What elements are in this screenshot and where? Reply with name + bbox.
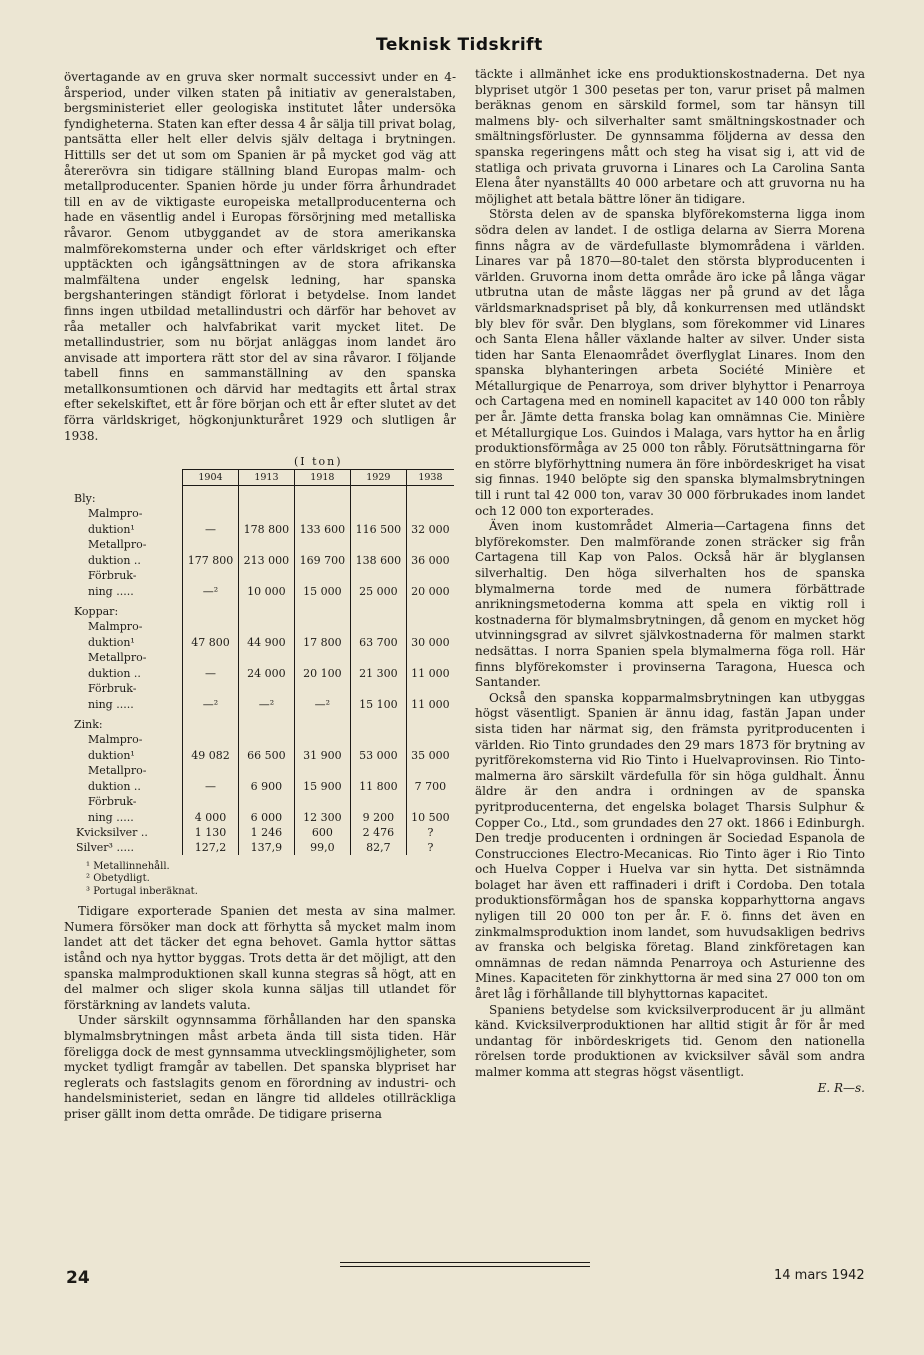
- left-column: [64, 70, 456, 1123]
- table-row: [64, 809, 454, 825]
- table-value: 178 800: [238, 521, 294, 537]
- table-value: 49 082: [183, 747, 239, 763]
- table-cell: [406, 599, 454, 619]
- table-row: [64, 583, 454, 599]
- table-value: 10 000: [238, 583, 294, 599]
- table-value: 82,7: [350, 840, 406, 855]
- table-value: 53 000: [350, 747, 406, 763]
- table-value: 9 200: [350, 809, 406, 825]
- right-paragraph-2: Största delen av de spanska blyförekomsterna ligga inom södra delen av landet. I de ostliga delarna av Sierra Morena finns några av de värdefullaste blymområdena i världen. Linares var på 1870—80-talet den största blyproducenten i världen. Gruvorna inom detta område äro icke på långa vägar utbrutna utan de måste läggas ner på grund av det låga världsmarknadspriset på bly, då konkurrensen med utländskt bly blev för svår. Den blyglans, som förekommer vid Linares och Santa Elena håller växlande halter av silver. Under sista tiden har Santa Elenaområdet överflyglat Linares. Inom den spanska blyhanteringen arbeta Société Minière et Métallurgique de Penarroya, som driver blyhyttor i Penarroya och Cartagena med en nominell kapacitet av 140 000 ton råbly per år. Jämte detta franska bolag kan omnämnas Cie. Minière et Métallurgique Los. Guindos i Malaga, vars hyttor ha en årlig produktionsförmåga av 25 000 ton råbly. Förutsättningarna för en större blyförhyttning numera än före inbördeskriget ha visat sig finnas. 1940 belöpte sig den spanska blymalmsbrytningen till i runt tal 42 000 ton, varav 30 000 förbrukades inom landet och 12 000 ton exporterades.: [475, 207, 865, 518]
- table-cell: [406, 732, 454, 747]
- right-paragraph-4: Också den spanska kopparmalmsbrytningen kan utbyggas högst väsentligt. Spanien är ännu idag, fastän Japan under sista tiden har närmat sig, den främsta pyritproducenten i världen. Rio Tinto grundades den 29 mars 1873 för brytning av pyritförekomsterna vid Rio Tinto i Huelvaprovinsen. Rio Tinto-malmerna äro särskilt värdefulla för sin höga guldhalt. Ännu äldre är den andra i ordningen av de spanska pyritproducenterna, det engelska bolaget Tharsis Sulphur & Copper Co., Ltd., som grundades den 27 okt. 1866 i Edinburgh. Den tredje producenten i ordningen är Sociedad Espanola de Construcciones Electro-Mecanicas. Rio Tinto äger i Rio Tinto och Huelva Copper i Huelva var sin hytta. Det sistnämnda bolaget har även ett raffinaderi i drift i Cordoba. Den totala produktionsförmågan hos de spanska kopparhyttorna angavs nyligen till 20 000 ton per år. F. ö. finns det även en zinkmalmsproduktion inom landet, som huvudsakligen bedrivs av franska och belgiska företag. Bland zinkföretagen kan omnämnas de redan nämnda Penarroya och Asturienne des Mines. Kapaciteten för zinkhyttorna är med sina 27 000 ton om året låg i förhållande till blyhyttornas kapacitet.: [475, 690, 865, 1002]
- table-row: [64, 825, 454, 840]
- table-cell: [406, 568, 454, 583]
- table-value: 20 100: [294, 665, 350, 681]
- table-cell: [294, 794, 350, 809]
- table-year-header: 1913: [238, 470, 294, 486]
- table-row-label-top: [64, 537, 454, 552]
- table-row-label: ning .....: [88, 697, 134, 711]
- table-cell: [294, 506, 350, 521]
- table-row: [64, 778, 454, 794]
- table-value: 11 000: [406, 665, 454, 681]
- table-value: 25 000: [350, 583, 406, 599]
- table-cell: [183, 681, 239, 696]
- table-row-label: ning .....: [88, 584, 134, 598]
- table-value: ?: [406, 840, 454, 855]
- table-row-label: duktion¹: [88, 748, 135, 762]
- left-paragraph-1: övertagande av en gruva sker normalt successivt under en 4-årsperiod, under vilken staten på initiativ av generalstaben, bergsministeriet eller geologiska institutet låter undersöka fyndigheterna. Staten kan efter dessa 4 år sälja till privat bolag, pantsätta eller helt eller delvis själv deltaga i brytningen. Hittills ser det ut som om Spanien är på mycket god väg att återerövra sin tidigare ställning bland Europas malm- och metallproducenter. Spanien hörde ju under förra århundradet till en av de viktigaste europeiska metallproducenterna och hade en väsentlig andel i Europas försörjning med metalliska råvaror. Genom utbyggandet av de stora amerikanska malmförekomsterna under och efter världskriget och efter upptäckten och igångsättningen av de stora afrikanska malmfältena under engelsk ledning, har spanska bergshanteringen ständigt förlorat i betydelse. Inom landet finns ingen utbildad metallindustri och därför har behovet av råa metaller och halvfabrikat varit mycket litet. De metallindustrier, som nu börjat anläggas inom landet äro anvisade att importera rätt stor del av sina råvaror. I följande tabell finns en sammanställning av den spanska metallkonsumtionen och därvid har medtagits ett årtal strax efter sekelskiftet, ett år före början och ett år efter slutet av det förra världskriget, högkonjunkturåret 1929 och slutligen år 1938.: [64, 70, 456, 443]
- table-cell: [350, 794, 406, 809]
- table-value: 15 000: [294, 583, 350, 599]
- table-value: 177 800: [183, 552, 239, 568]
- table-cell: [350, 599, 406, 619]
- table-cell: [406, 537, 454, 552]
- table-value: —²: [183, 696, 239, 712]
- table-cell: [238, 537, 294, 552]
- table-year-row: [64, 470, 454, 486]
- table-cell: [183, 599, 239, 619]
- table-value: —: [183, 778, 239, 794]
- table-cell: [294, 537, 350, 552]
- table-row-label: duktion ..: [88, 666, 141, 680]
- table-value: 12 300: [294, 809, 350, 825]
- table-cell: [238, 681, 294, 696]
- table-row-label-top: [64, 681, 454, 696]
- metal-consumption-table: [64, 454, 454, 855]
- table-cell: [406, 681, 454, 696]
- table-cell: [350, 568, 406, 583]
- table-footnotes: [64, 861, 456, 899]
- table-cell: [238, 506, 294, 521]
- table-cell: [406, 712, 454, 732]
- table-cell: [294, 681, 350, 696]
- right-paragraph-5: Spaniens betydelse som kvicksilverproducent är ju allmänt känd. Kvicksilverproduktionen har alltid stigit år för år med undantag för inbördeskrigets tid. Genom den nationella rörelsen torde produktionen av kvicksilver såväl som andra malmer komma att stegras högst väsentligt.: [475, 1002, 865, 1079]
- table-cell: [294, 763, 350, 778]
- table-cell: [238, 568, 294, 583]
- table-row: [64, 634, 454, 650]
- table-cell: [238, 794, 294, 809]
- table-value: 20 000: [406, 583, 454, 599]
- masthead: Teknisk Tidskrift: [376, 35, 543, 55]
- table-group-row: [64, 712, 454, 732]
- table-row-label: duktion ..: [88, 779, 141, 793]
- table-value: 133 600: [294, 521, 350, 537]
- table-row-label-top: [64, 732, 454, 747]
- table-row: [64, 552, 454, 568]
- table-value: 24 000: [238, 665, 294, 681]
- metal-consumption-table-wrap: [64, 454, 456, 898]
- right-paragraph-3: Även inom kustområdet Almeria—Cartagena finns det blyförekomster. Den malmförande zonen sträcker sig från Cartagena till Kap von Palos. Också här är blyglansen silverhaltig. Den höga silverhalten hos de spanska blymalmerna torde med de numera förbättrade anrikningsmetoderna komma att spela en viktig roll i kostnaderna för blymalmsbrytningen, då genom en mycket hög utvinningsgrad av silvret självkostnaderna för malmen starkt nedsättas. I norra Spanien spela blymalmerna föga roll. Här finns blyförekomster i provinserna Taragona, Huesca och Santander.: [475, 519, 865, 690]
- table-value: 21 300: [350, 665, 406, 681]
- table-cell: [350, 537, 406, 552]
- right-paragraph-1: täckte i allmänhet icke ens produktionskostnaderna. Det nya blypriset utgör 1 300 pesetas per ton, varur priset på malmen beräknas genom en särskild formel, som tar hänsyn till malmens bly- och silverhalter samt smältningskostnader och smältningsförluster. De gynnsamma följderna av dessa den spanska regeringens mått och steg ha visat sig i, att vid de statliga och privata gruvorna i Linares och La Carolina Santa Elena åter nyanställts 40 000 arbetare och att gruvorna nu ha möjlighet att betala bättre löner än tidigare.: [475, 67, 865, 206]
- table-row-label: duktion¹: [88, 522, 135, 536]
- table-cell: [238, 650, 294, 665]
- table-value: 1 130: [183, 825, 239, 840]
- table-row-label: Kvicksilver ..: [76, 825, 148, 839]
- table-row-label: Malmpro-: [88, 506, 143, 520]
- table-footnote: ¹ Metallinnehåll.: [86, 860, 170, 872]
- table-value: 31 900: [294, 747, 350, 763]
- table-value: 32 000: [406, 521, 454, 537]
- table-cell: [238, 712, 294, 732]
- table-row-label-top: [64, 506, 454, 521]
- table-row-label: Förbruk-: [88, 794, 137, 808]
- left-paragraph-3: Under särskilt ogynnsamma förhållanden har den spanska blymalmsbrytningen måst arbeta ända till sista tiden. Här föreligga dock de mest gynnsamma utvecklingsmöjligheter, som mycket tydligt framgår av tabellen. Det spanska blypriset har reglerats och fastslagits genom en förordning av industri- och handelsministeriet, sedan en längre tid alldeles otillräckliga priser gällt inom detta område. De tidigare priserna: [64, 1013, 456, 1121]
- table-row-label: duktion ..: [88, 553, 141, 567]
- table-value: 6 000: [238, 809, 294, 825]
- table-row-label-top: [64, 794, 454, 809]
- table-cell: [183, 763, 239, 778]
- table-cell: [294, 486, 350, 506]
- table-year-header: 1938: [406, 470, 454, 486]
- table-group-label: Bly:: [74, 491, 96, 505]
- table-cell: [294, 712, 350, 732]
- table-cell: [183, 650, 239, 665]
- table-value: 600: [294, 825, 350, 840]
- table-value: 99,0: [294, 840, 350, 855]
- table-cell: [183, 619, 239, 634]
- table-cell: [238, 763, 294, 778]
- table-cell: [350, 619, 406, 634]
- table-cell: [294, 732, 350, 747]
- table-value: 2 476: [350, 825, 406, 840]
- table-value: 10 500: [406, 809, 454, 825]
- table-row: [64, 840, 454, 855]
- table-row-label: Metallpro-: [88, 537, 147, 551]
- table-value: 44 900: [238, 634, 294, 650]
- table-cell: [183, 568, 239, 583]
- table-value: 127,2: [183, 840, 239, 855]
- table-row-label-top: [64, 650, 454, 665]
- table-value: —²: [238, 696, 294, 712]
- table-row: [64, 696, 454, 712]
- issue-date: 14 mars 1942: [774, 1268, 865, 1283]
- page-number: 24: [66, 1268, 90, 1288]
- table-cell: [406, 763, 454, 778]
- table-value: 169 700: [294, 552, 350, 568]
- table-footnote: ³ Portugal inberäknat.: [86, 885, 198, 897]
- table-cell: [183, 732, 239, 747]
- table-value: 11 800: [350, 778, 406, 794]
- table-row-label: Metallpro-: [88, 650, 147, 664]
- table-group-row: [64, 486, 454, 506]
- table-cell: [406, 794, 454, 809]
- table-value: 4 000: [183, 809, 239, 825]
- table-row: [64, 747, 454, 763]
- table-group-label: Zink:: [74, 717, 103, 731]
- table-cell: [350, 732, 406, 747]
- table-cell: [406, 650, 454, 665]
- table-cell: [238, 619, 294, 634]
- table-value: 66 500: [238, 747, 294, 763]
- table-value: 213 000: [238, 552, 294, 568]
- table-value: 6 900: [238, 778, 294, 794]
- table-cell: [183, 712, 239, 732]
- table-cell: [406, 506, 454, 521]
- table-value: 1 246: [238, 825, 294, 840]
- table-cell: [183, 486, 239, 506]
- table-cell: [406, 619, 454, 634]
- table-group-label: Koppar:: [74, 604, 119, 618]
- author-signature: E. R—s.: [817, 1080, 865, 1095]
- table-value: ?: [406, 825, 454, 840]
- table-cell: [350, 763, 406, 778]
- table-row-label: Förbruk-: [88, 681, 137, 695]
- table-year-header: 1918: [294, 470, 350, 486]
- table-cell: [350, 681, 406, 696]
- table-row-label: Malmpro-: [88, 619, 143, 633]
- table-row-label: Silver³ .....: [76, 840, 134, 854]
- table-value: 116 500: [350, 521, 406, 537]
- table-value: 138 600: [350, 552, 406, 568]
- table-value: 35 000: [406, 747, 454, 763]
- table-value: 15 900: [294, 778, 350, 794]
- table-value: —: [183, 665, 239, 681]
- table-row-label-top: [64, 619, 454, 634]
- table-row: [64, 521, 454, 537]
- table-cell: [183, 537, 239, 552]
- table-value: 15 100: [350, 696, 406, 712]
- table-cell: [350, 486, 406, 506]
- table-row: [64, 665, 454, 681]
- table-value: 30 000: [406, 634, 454, 650]
- table-year-header: 1904: [183, 470, 239, 486]
- table-unit: (I ton): [183, 454, 455, 470]
- table-cell: [350, 712, 406, 732]
- table-year-header: 1929: [350, 470, 406, 486]
- table-cell: [238, 732, 294, 747]
- table-value: —: [183, 521, 239, 537]
- table-footnote: ² Obetydligt.: [86, 873, 150, 885]
- table-cell: [294, 650, 350, 665]
- table-row-label-top: [64, 763, 454, 778]
- table-value: 7 700: [406, 778, 454, 794]
- table-value: —²: [294, 696, 350, 712]
- table-value: 36 000: [406, 552, 454, 568]
- table-cell: [350, 506, 406, 521]
- table-row-label: Förbruk-: [88, 568, 137, 582]
- table-cell: [350, 650, 406, 665]
- table-cell: [294, 599, 350, 619]
- table-cell: [183, 506, 239, 521]
- table-cell: [238, 486, 294, 506]
- table-cell: [406, 486, 454, 506]
- table-value: 17 800: [294, 634, 350, 650]
- table-value: 137,9: [238, 840, 294, 855]
- table-value: 63 700: [350, 634, 406, 650]
- right-column: [475, 67, 865, 1096]
- table-row-label: Malmpro-: [88, 732, 143, 746]
- left-paragraph-2: Tidigare exporterade Spanien det mesta av sina malmer. Numera försöker man dock att förhytta så mycket malm inom landet att det täcker det egna behovet. Gamla hyttor sättas istånd och nya hyttor byggas. Trots detta är det möjligt, att den spanska malmproduktionen skall kunna stegras så högt, att en del malmer och sliger skola kunna säljas till utlandet för förstärkning av landets valuta.: [64, 904, 456, 1012]
- table-value: 11 000: [406, 696, 454, 712]
- footer-rule-top: [340, 1262, 590, 1263]
- table-row-label: ning .....: [88, 810, 134, 824]
- table-row-label-top: [64, 568, 454, 583]
- table-cell: [238, 599, 294, 619]
- table-cell: [294, 619, 350, 634]
- table-cell: [294, 568, 350, 583]
- table-row-label: duktion¹: [88, 635, 135, 649]
- footer-rule-bottom: [340, 1266, 590, 1267]
- table-value: —²: [183, 583, 239, 599]
- table-value: 47 800: [183, 634, 239, 650]
- table-group-row: [64, 599, 454, 619]
- table-cell: [183, 794, 239, 809]
- table-row-label: Metallpro-: [88, 763, 147, 777]
